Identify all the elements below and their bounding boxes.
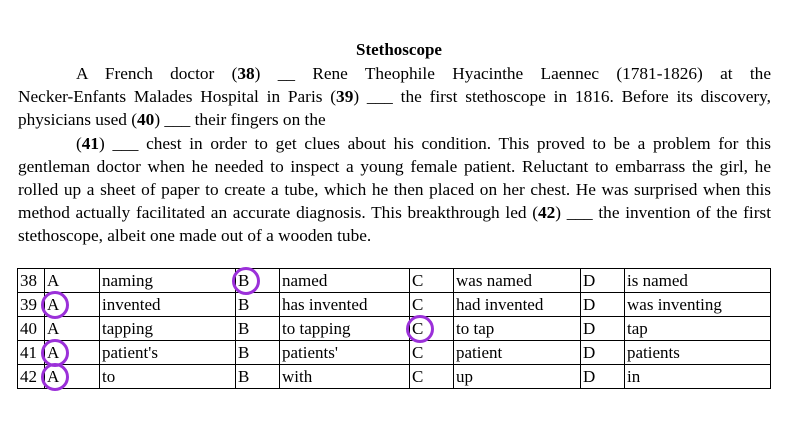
option-letter-c[interactable]: C: [410, 293, 454, 317]
option-letter-c[interactable]: C: [410, 269, 454, 293]
question-number-cell: 39: [18, 293, 45, 317]
question-number: 41: [81, 134, 100, 153]
table-row: [18, 317, 771, 341]
option-letter-a[interactable]: A: [45, 341, 100, 365]
option-text-c: to tap: [454, 317, 581, 341]
option-letter-a[interactable]: A: [45, 293, 100, 317]
option-text-a: to: [100, 365, 236, 389]
question-number-cell: 41: [18, 341, 45, 365]
option-text-a: invented: [100, 293, 236, 317]
option-text-b: with: [280, 365, 410, 389]
text: ) ___ their fingers on the: [154, 110, 326, 129]
text: ) ___ the first stethoscope in 1816. Before its discovery, physicians used (: [18, 87, 771, 129]
text: A French doctor (: [76, 64, 238, 83]
option-letter-b[interactable]: B: [236, 365, 280, 389]
option-text-a: naming: [100, 269, 236, 293]
option-letter-c[interactable]: C: [410, 341, 454, 365]
option-text-a: tapping: [100, 317, 236, 341]
option-text-c: up: [454, 365, 581, 389]
option-letter-d[interactable]: D: [581, 269, 625, 293]
question-number: 40: [137, 110, 155, 129]
option-letter-b[interactable]: B: [236, 269, 280, 293]
question-number: 38: [237, 64, 255, 83]
text: ) __ Rene Theophile Hyacinthe Laennec (1781-1826) at the: [254, 64, 771, 83]
question-number-cell: 42: [18, 365, 45, 389]
option-text-d: was inventing: [625, 293, 771, 317]
question-number-cell: 40: [18, 317, 45, 341]
text: ) ___ chest in order to get clues about his condition. This proved to be a problem for this gentleman doctor when he needed to inspect a young female patient. Reluctant to embarrass the girl, he rolled up a sheet of paper to create a tube, which he then placed on her chest. He was surprised when this method actually facilitated an accurate diagnosis. This breakthrough led (: [18, 134, 771, 222]
question-number: 39: [336, 87, 354, 106]
option-text-b: named: [280, 269, 410, 293]
option-letter-d[interactable]: D: [581, 293, 625, 317]
table-row: [18, 269, 771, 293]
paragraph-1: [18, 62, 771, 131]
option-text-a: patient's: [100, 341, 236, 365]
option-letter-a[interactable]: A: [45, 317, 100, 341]
text: Necker-Enfants Malades Hospital in Paris (: [18, 87, 337, 106]
option-letter-d[interactable]: D: [581, 317, 625, 341]
option-letter-c[interactable]: C: [410, 365, 454, 389]
question-number-cell: 38: [18, 269, 45, 293]
option-letter-a[interactable]: A: [45, 269, 100, 293]
option-text-d: in: [625, 365, 771, 389]
paragraph-2: [18, 132, 771, 247]
option-letter-b[interactable]: B: [236, 341, 280, 365]
option-text-d: is named: [625, 269, 771, 293]
table-row: [18, 365, 771, 389]
option-text-d: tap: [625, 317, 771, 341]
text: ) ___ the invention of the first stethoscope, albeit one made out of a wooden tube.: [18, 203, 771, 245]
option-letter-a[interactable]: A: [45, 365, 100, 389]
option-text-b: to tapping: [280, 317, 410, 341]
option-letter-b[interactable]: B: [236, 317, 280, 341]
document-title: Stethoscope: [356, 40, 442, 59]
option-letter-d[interactable]: D: [581, 365, 625, 389]
option-letter-c[interactable]: C: [410, 317, 454, 341]
table-row: [18, 293, 771, 317]
question-number: 42: [537, 203, 556, 222]
option-text-b: has invented: [280, 293, 410, 317]
option-text-c: had invented: [454, 293, 581, 317]
text: (: [76, 134, 82, 153]
option-letter-b[interactable]: B: [236, 293, 280, 317]
table-row: [18, 341, 771, 365]
option-text-c: was named: [454, 269, 581, 293]
option-text-b: patients': [280, 341, 410, 365]
option-text-d: patients: [625, 341, 771, 365]
option-letter-d[interactable]: D: [581, 341, 625, 365]
answer-options-table: [17, 268, 771, 389]
option-text-c: patient: [454, 341, 581, 365]
